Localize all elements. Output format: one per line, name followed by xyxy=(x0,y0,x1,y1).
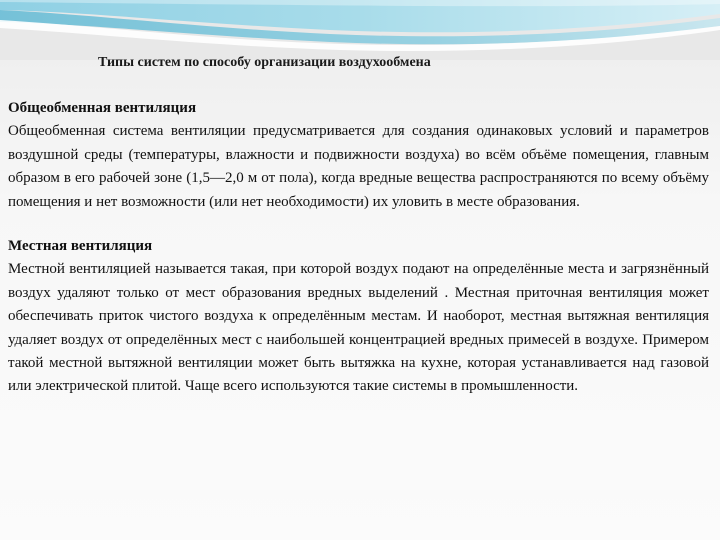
section-general-ventilation xyxy=(8,97,709,214)
section-local-ventilation xyxy=(8,235,709,399)
section-heading: Общеобменная вентиляция xyxy=(8,100,197,116)
slide-title: Типы систем по способу организации воздухообмена xyxy=(98,55,431,70)
decorative-wave-header xyxy=(0,0,720,60)
section-paragraph: Местной вентиляцией называется такая, при которой воздух подают на определённые места и загрязнённый воздух удаляют только от мест образования вредных выделений . Местная приточная вентиляция может обеспечивать приток чистого воздуха к определённым местам. И наоборот, местная вытяжная вентиляция удаляет воздух от определённых мест с наибольшей концентрацией вредных примесей в воздухе. Примером такой местной вытяжной вентиляции может быть вытяжка на кухне, которая устанавливается над газовой или электрической плитой. Чаще всего используются такие системы в промышленности. xyxy=(8,261,709,395)
slide-body xyxy=(8,97,709,399)
section-heading: Местная вентиляция xyxy=(8,238,153,255)
section-paragraph: Общеобменная система вентиляции предусматривается для создания одинаковых условий и параметров воздушной среды (температуры, влажности и подвижности воздуха) во всём объёме помещения, главным образом в его рабочей зоне (1,5—2,0 м от пола), когда вредные вещества распространяются по всему объёму помещения и нет возможности (или нет необходимости) их уловить в месте образования. xyxy=(8,123,709,210)
